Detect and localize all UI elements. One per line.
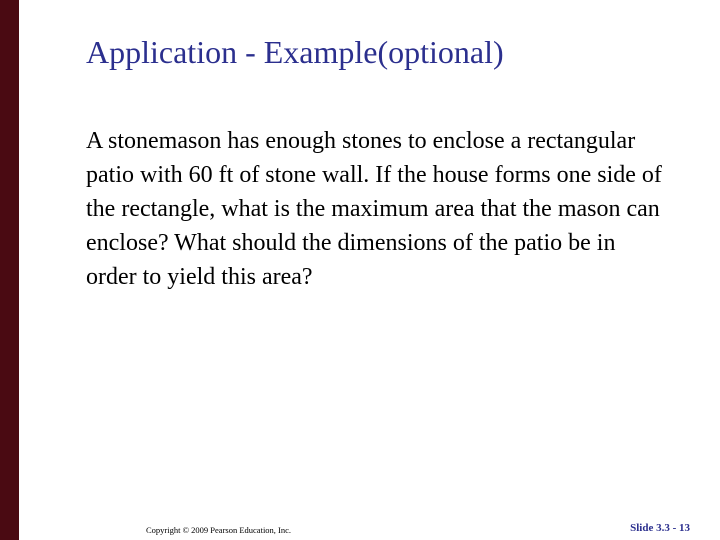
slide-number: Slide 3.3 - 13 bbox=[630, 522, 690, 534]
copyright-notice: Copyright © 2009 Pearson Education, Inc. bbox=[146, 525, 292, 535]
slide-title: Application - Example(optional) bbox=[86, 34, 504, 70]
left-accent-bar bbox=[0, 0, 19, 540]
problem-text: A stonemason has enough stones to enclose a rectangular patio with 60 ft of stone wall. If the house forms one side of the rectangle, what is the maximum area that the mason can enclose? What should the dimensions of the patio be in order to yield this area? bbox=[86, 128, 662, 290]
